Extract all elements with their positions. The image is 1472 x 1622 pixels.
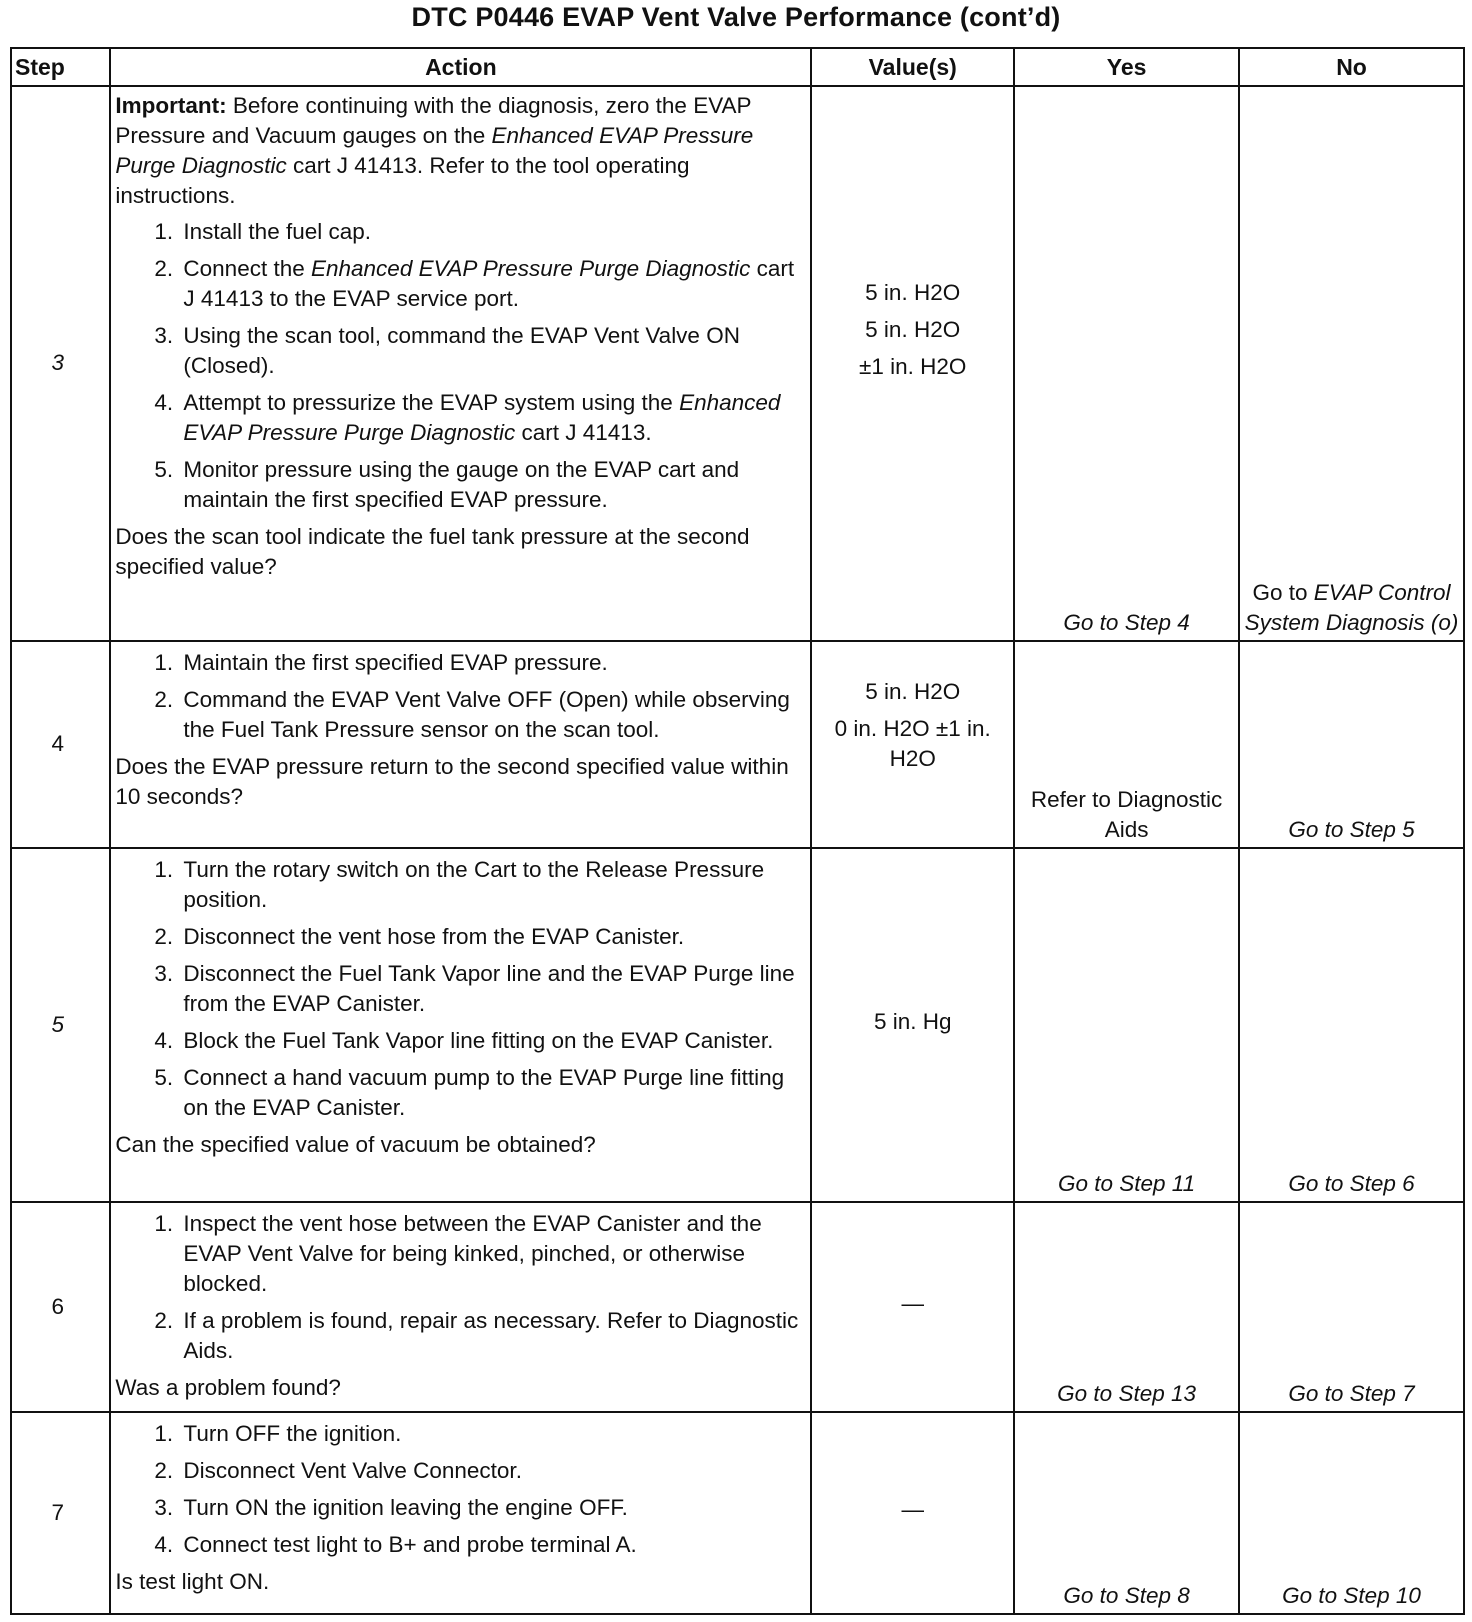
action-cell bbox=[110, 848, 811, 1202]
value-item: — bbox=[901, 1290, 924, 1316]
list-item: 2. Disconnect Vent Valve Connector. bbox=[179, 1456, 804, 1486]
list-item: 3. Turn ON the ignition leaving the engine OFF. bbox=[179, 1493, 804, 1523]
list-item: 2. Command the EVAP Vent Valve OFF (Open) while observing the Fuel Tank Pressure sensor on the scan tool. bbox=[179, 685, 804, 745]
yes-cell: Go to Step 8 bbox=[1014, 1412, 1239, 1614]
list-item: 2. Connect the Enhanced EVAP Pressure Purge Diagnostic cart J 41413 to the EVAP service port. bbox=[179, 254, 804, 314]
list-item: 1. Turn the rotary switch on the Cart to the Release Pressure position. bbox=[179, 855, 804, 915]
list-item: 1. Turn OFF the ignition. bbox=[179, 1419, 804, 1449]
page-title: DTC P0446 EVAP Vent Valve Performance (cont’d) bbox=[411, 2, 1061, 32]
yes-cell: Go to Step 11 bbox=[1014, 848, 1239, 1202]
list-item: 3. Using the scan tool, command the EVAP Vent Valve ON (Closed). bbox=[179, 321, 804, 381]
action-question: Does the scan tool indicate the fuel tank pressure at the second specified value? bbox=[115, 524, 750, 579]
header-yes: Yes bbox=[1014, 48, 1239, 86]
value-item: 5 in. H2O bbox=[865, 279, 961, 305]
values-cell bbox=[811, 86, 1014, 641]
list-item: 1. Maintain the first specified EVAP pressure. bbox=[179, 648, 804, 678]
value-item: ±1 in. H2O bbox=[859, 353, 967, 379]
action-cell bbox=[110, 86, 811, 641]
action-steps-list bbox=[115, 217, 804, 515]
step-number: 6 bbox=[11, 1202, 110, 1412]
value-item: 0 in. H2O ±1 in. H2O bbox=[834, 716, 991, 772]
yes-cell: Refer to Diagnostic Aids bbox=[1014, 641, 1239, 848]
list-item: 4. Attempt to pressurize the EVAP system using the Enhanced EVAP Pressure Purge Diagnostic cart J 41413. bbox=[179, 388, 804, 448]
table-row-step-5 bbox=[11, 848, 1464, 1202]
yes-cell: Go to Step 13 bbox=[1014, 1202, 1239, 1412]
action-cell bbox=[110, 1412, 811, 1614]
value-item: 5 in. H2O bbox=[865, 679, 961, 705]
action-cell bbox=[110, 641, 811, 848]
header-step: Step bbox=[11, 48, 110, 86]
value-item: 5 in. Hg bbox=[873, 1008, 952, 1034]
step-number: 4 bbox=[11, 641, 110, 848]
step-number: 7 bbox=[11, 1412, 110, 1614]
list-item: 2. Disconnect the vent hose from the EVAP Canister. bbox=[179, 922, 804, 952]
table-header-row bbox=[11, 48, 1464, 86]
list-item: 5. Monitor pressure using the gauge on the EVAP cart and maintain the first specified EVAP pressure. bbox=[179, 455, 804, 515]
action-question: Can the specified value of vacuum be obtained? bbox=[115, 1131, 596, 1157]
header-no: No bbox=[1239, 48, 1464, 86]
action-question: Was a problem found? bbox=[115, 1375, 341, 1401]
table-row-step-4 bbox=[11, 641, 1464, 848]
action-steps-list bbox=[115, 1209, 804, 1366]
table-row-step-6 bbox=[11, 1202, 1464, 1412]
list-item: 5. Connect a hand vacuum pump to the EVAP Purge line fitting on the EVAP Canister. bbox=[179, 1063, 804, 1123]
values-cell bbox=[811, 1202, 1014, 1412]
no-cell: Go to Step 6 bbox=[1239, 848, 1464, 1202]
header-action: Action bbox=[110, 48, 811, 86]
yes-cell: Go to Step 4 bbox=[1014, 86, 1239, 641]
no-cell: Go to Step 5 bbox=[1239, 641, 1464, 848]
no-cell: Go to Step 7 bbox=[1239, 1202, 1464, 1412]
important-note: Important: Before continuing with the diagnosis, zero the EVAP Pressure and Vacuum gauges on the Enhanced EVAP Pressure Purge Diagnostic cart J 41413. Refer to the tool operating instructions. bbox=[115, 93, 754, 208]
value-item: — bbox=[901, 1496, 924, 1522]
action-steps-list bbox=[115, 648, 804, 745]
step-number: 5 bbox=[11, 848, 110, 1202]
action-question: Is test light ON. bbox=[115, 1569, 270, 1595]
header-values: Value(s) bbox=[811, 48, 1014, 86]
list-item: 4. Connect test light to B+ and probe terminal A. bbox=[179, 1530, 804, 1560]
list-item: 2. If a problem is found, repair as necessary. Refer to Diagnostic Aids. bbox=[179, 1306, 804, 1366]
action-cell bbox=[110, 1202, 811, 1412]
value-item: 5 in. H2O bbox=[865, 316, 961, 342]
action-steps-list bbox=[115, 1419, 804, 1560]
values-cell bbox=[811, 1412, 1014, 1614]
table-row-step-3 bbox=[11, 86, 1464, 641]
list-item: 1. Install the fuel cap. bbox=[179, 217, 804, 247]
no-cell: Go to EVAP Control System Diagnosis (o) bbox=[1239, 86, 1464, 641]
step-number: 3 bbox=[11, 86, 110, 641]
values-cell bbox=[811, 848, 1014, 1202]
diagnostic-table bbox=[10, 47, 1465, 1615]
list-item: 1. Inspect the vent hose between the EVAP Canister and the EVAP Vent Valve for being kinked, pinched, or otherwise blocked. bbox=[179, 1209, 804, 1299]
list-item: 3. Disconnect the Fuel Tank Vapor line and the EVAP Purge line from the EVAP Canister. bbox=[179, 959, 804, 1019]
no-cell: Go to Step 10 bbox=[1239, 1412, 1464, 1614]
table-row-step-7 bbox=[11, 1412, 1464, 1614]
action-question: Does the EVAP pressure return to the second specified value within 10 seconds? bbox=[115, 753, 789, 809]
list-item: 4. Block the Fuel Tank Vapor line fitting on the EVAP Canister. bbox=[179, 1026, 804, 1056]
values-cell bbox=[811, 641, 1014, 848]
action-steps-list bbox=[115, 855, 804, 1123]
